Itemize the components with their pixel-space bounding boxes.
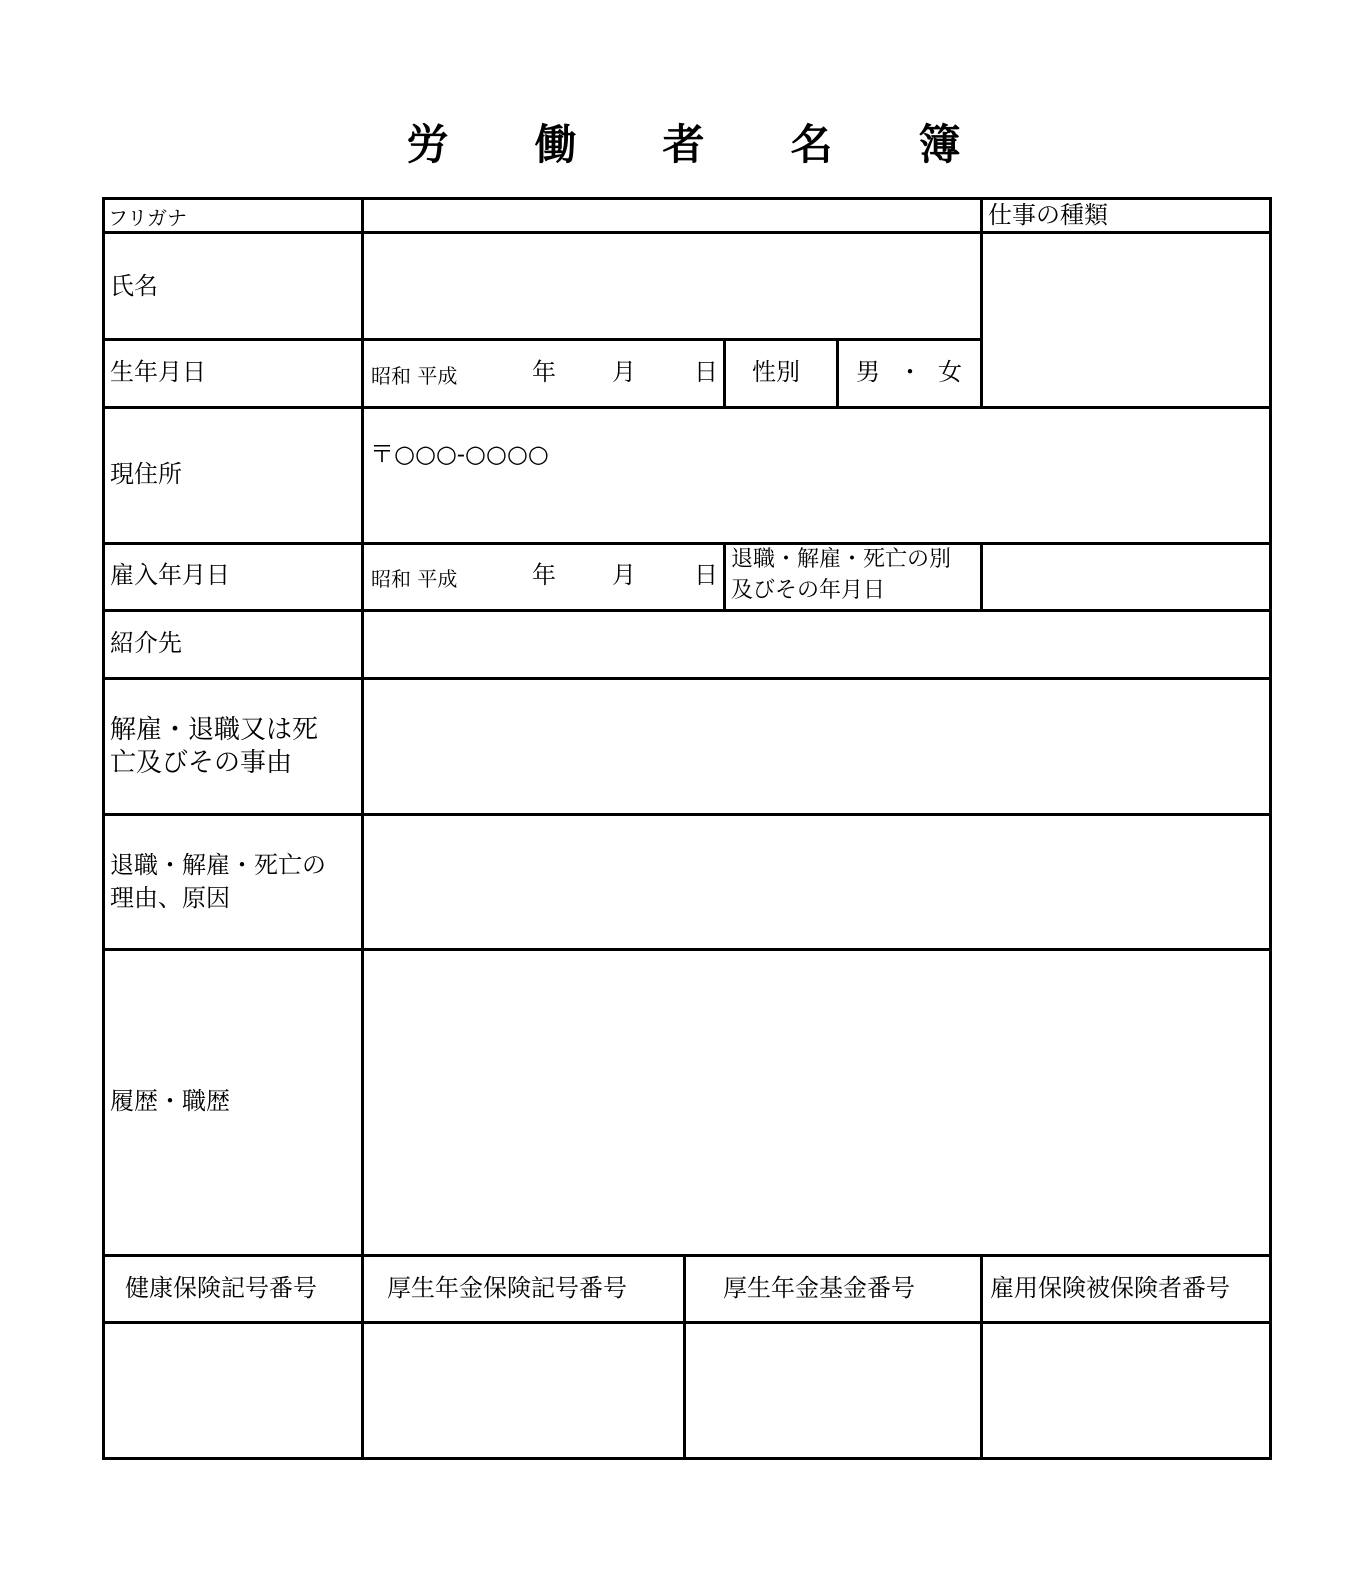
- hire-date-era-options[interactable]: 昭和 平成: [371, 567, 458, 591]
- grid-line: [1269, 197, 1272, 1460]
- hire-date-month-unit: 月: [612, 561, 636, 589]
- grid-line: [723, 542, 726, 612]
- pension-fund-number-label: 厚生年金基金番号: [723, 1274, 915, 1302]
- grid-line: [102, 197, 105, 1460]
- hire-date-label: 雇入年月日: [110, 561, 230, 589]
- sex-label: 性別: [752, 358, 800, 386]
- sex-female-option[interactable]: 女: [938, 358, 962, 386]
- grid-line: [836, 338, 839, 409]
- birthdate-day-unit: 日: [694, 358, 718, 386]
- title-char: 労: [406, 120, 449, 169]
- employment-insurance-number-field[interactable]: [983, 1324, 1269, 1457]
- sex-separator: ・: [898, 358, 922, 386]
- name-field[interactable]: [364, 234, 980, 338]
- health-insurance-number-field[interactable]: [105, 1324, 361, 1457]
- history-field[interactable]: [364, 951, 1269, 1254]
- title-char: 者: [662, 120, 705, 169]
- pension-fund-number-field[interactable]: [686, 1324, 980, 1457]
- birthdate-year-unit: 年: [532, 358, 556, 386]
- job-type-label: 仕事の種類: [988, 201, 1108, 229]
- page-title: [0, 112, 1367, 172]
- employment-insurance-number-label: 雇用保険被保険者番号: [990, 1274, 1230, 1302]
- address-label: 現住所: [110, 460, 182, 488]
- title-char: 働: [534, 120, 577, 169]
- job-type-field[interactable]: [983, 234, 1269, 406]
- cause-label-line2: 理由、原因: [110, 884, 230, 912]
- title-char: 簿: [918, 120, 961, 169]
- health-insurance-number-label: 健康保険記号番号: [125, 1274, 317, 1302]
- grid-line: [102, 1457, 1272, 1460]
- name-label: 氏名: [110, 272, 158, 300]
- furigana-label: フリガナ: [108, 206, 187, 230]
- address-field[interactable]: [364, 409, 1269, 542]
- separation-type-label-line1: 退職・解雇・死亡の別: [731, 547, 952, 572]
- cause-label-line1: 退職・解雇・死亡の: [110, 851, 326, 879]
- birthdate-month-unit: 月: [612, 358, 636, 386]
- dismissal-reason-field[interactable]: [364, 680, 1269, 813]
- referral-field[interactable]: [364, 612, 1269, 677]
- title-char: 名: [790, 120, 833, 169]
- sex-male-option[interactable]: 男: [856, 358, 880, 386]
- grid-line: [102, 338, 982, 341]
- dismissal-reason-label-line1: 解雇・退職又は死: [110, 715, 319, 745]
- cause-field[interactable]: [364, 816, 1269, 948]
- birthdate-era-options[interactable]: 昭和 平成: [371, 364, 458, 388]
- history-label: 履歴・職歴: [110, 1087, 230, 1115]
- pension-insurance-number-label: 厚生年金保険記号番号: [387, 1274, 627, 1302]
- grid-line: [102, 1254, 1272, 1257]
- hire-date-year-unit: 年: [532, 561, 556, 589]
- pension-insurance-number-field[interactable]: [364, 1324, 683, 1457]
- referral-label: 紹介先: [110, 629, 182, 657]
- furigana-field[interactable]: [364, 200, 980, 231]
- birthdate-label: 生年月日: [110, 358, 206, 386]
- separation-type-label-line2: 及びその年月日: [731, 578, 886, 603]
- separation-date-field[interactable]: [983, 545, 1269, 609]
- postal-code-placeholder: 〒○○○-○○○○: [370, 440, 549, 468]
- hire-date-day-unit: 日: [694, 561, 718, 589]
- grid-line: [723, 338, 726, 409]
- dismissal-reason-label-line2: 亡及びその事由: [110, 748, 293, 778]
